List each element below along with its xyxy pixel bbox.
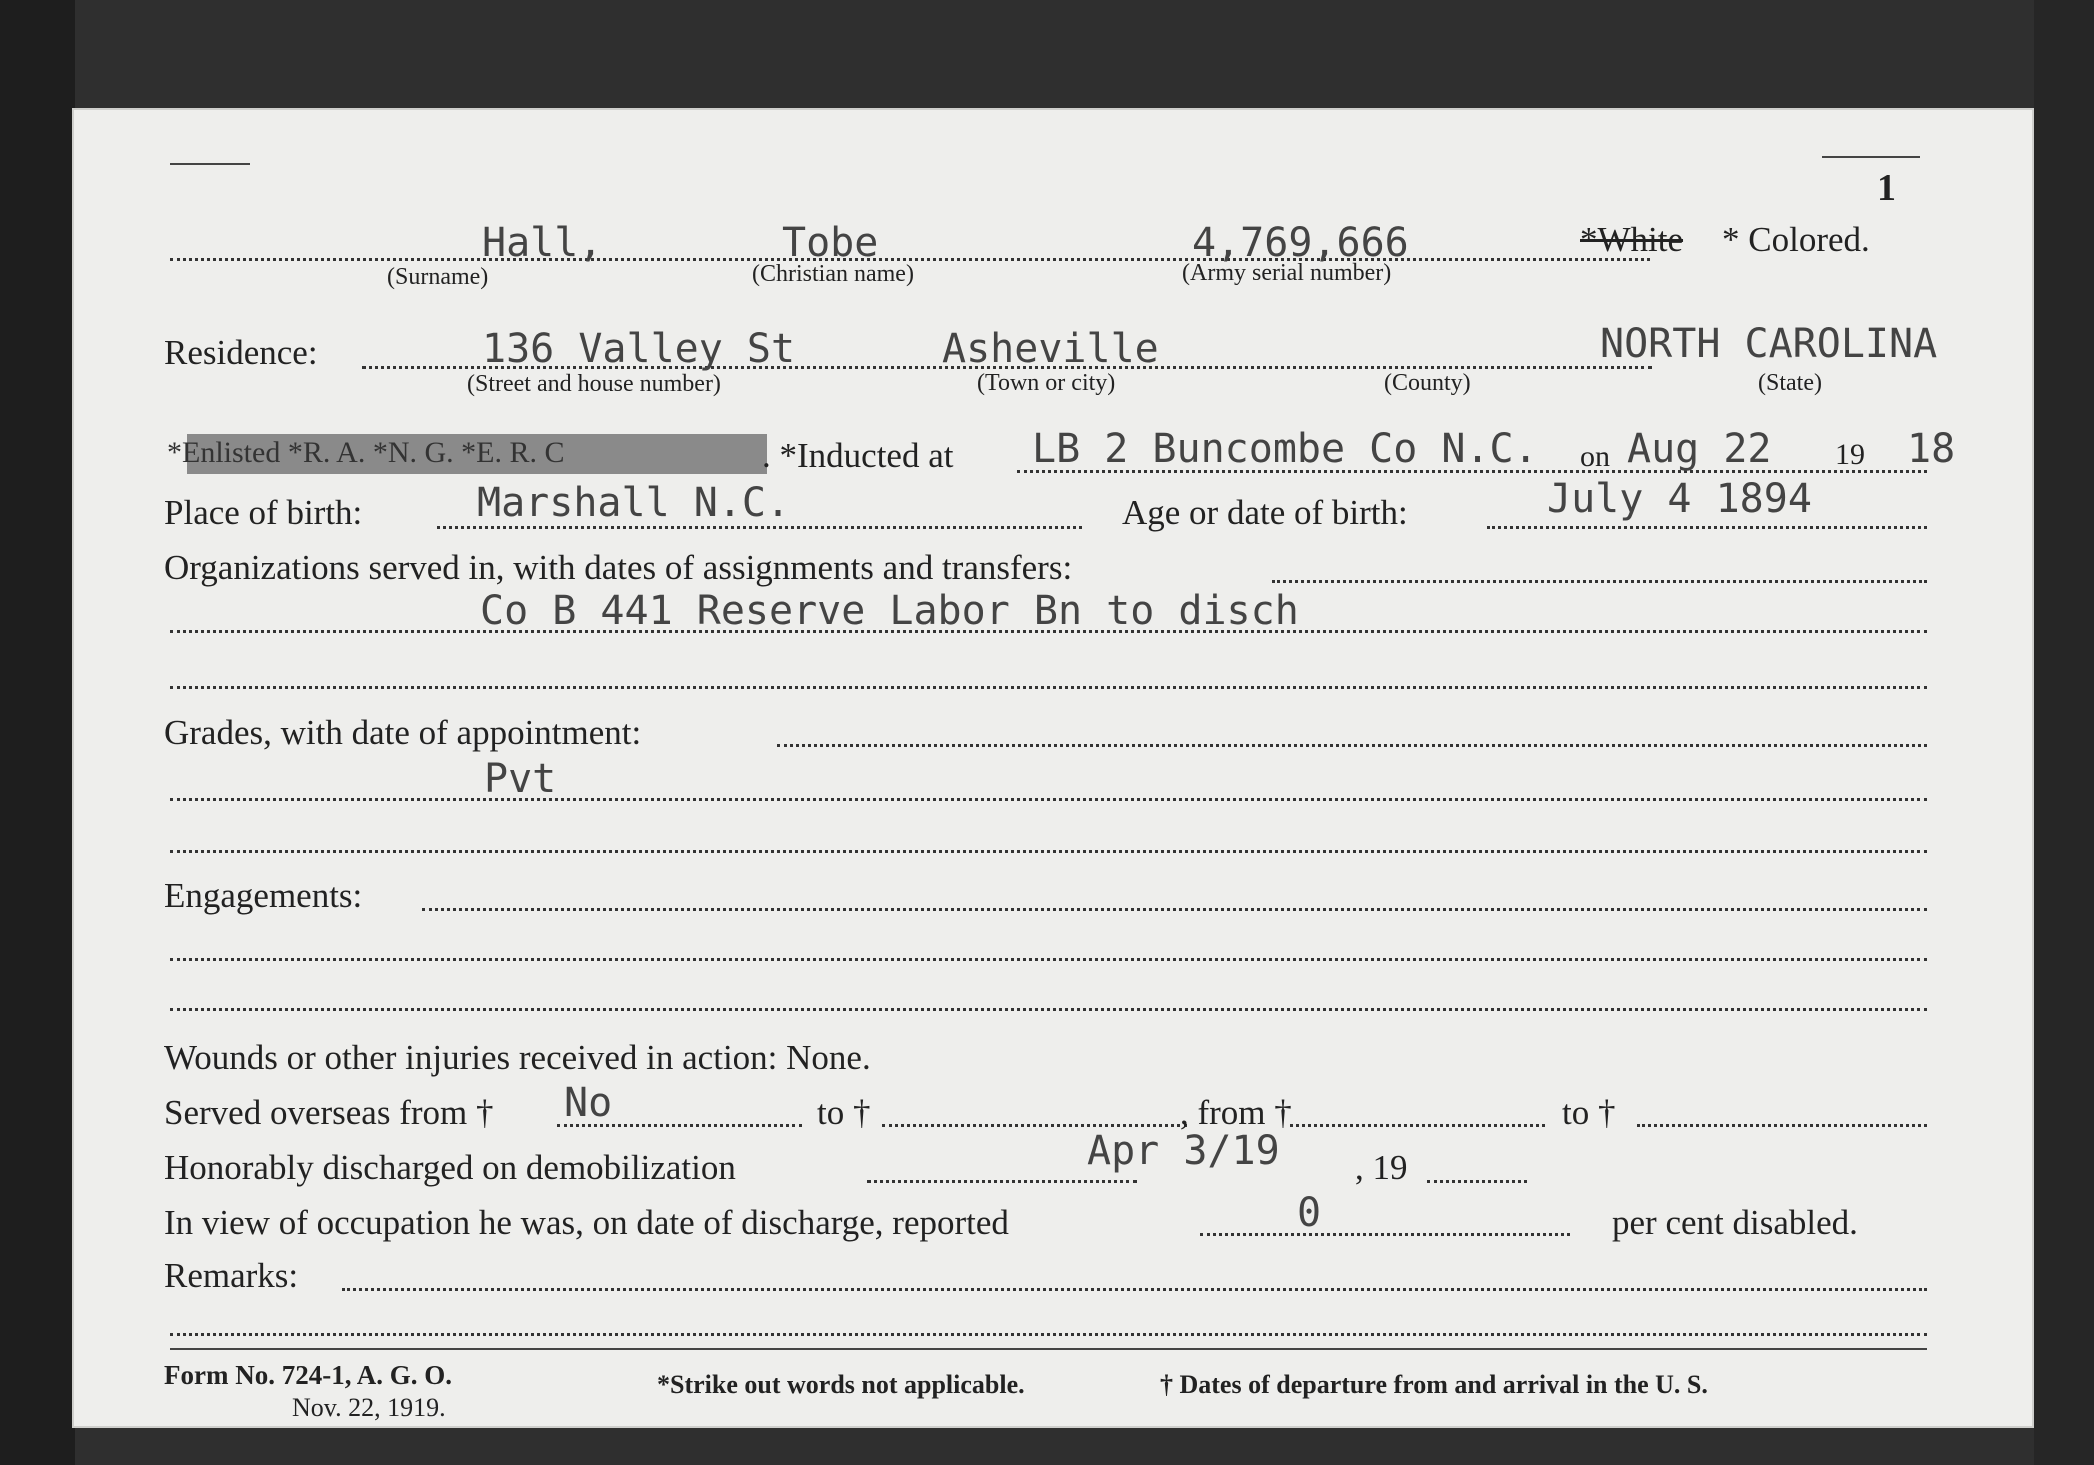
year-prefix: 19 [1835,438,1865,471]
scanner-edge-left [0,0,75,1465]
engagements-line-3 [170,1008,1927,1011]
grades-value: Pvt [484,756,557,802]
overseas-from2-line [1290,1124,1545,1127]
age-line [1487,526,1927,529]
residence-town-value: Asheville [942,326,1159,372]
remarks-label: Remarks: [164,1256,299,1295]
place-of-birth-line [437,526,1082,529]
grades-label: Grades, with date of appointment: [164,713,642,752]
disability-label: In view of occupation he was, on date of discharge, reported [164,1203,1009,1242]
remarks-line-2 [170,1333,1927,1336]
overseas-to-label: to † [817,1093,871,1132]
remarks-line-1 [342,1288,1927,1291]
date-of-birth-value: July 4 1894 [1547,476,1812,522]
residence-street-value: 136 Valley St [482,326,796,372]
state-caption: (State) [1758,370,1822,396]
town-caption: (Town or city) [977,370,1116,396]
race-colored-option: * Colored. [1722,220,1870,259]
organizations-value: Co B 441 Reserve Labor Bn to disch [480,588,1299,634]
inducted-date-value: Aug 22 [1627,426,1772,472]
discharge-label: Honorably discharged on demobilization [164,1148,736,1187]
scanner-edge-right [2034,0,2094,1465]
christian-name-value: Tobe [782,220,879,266]
overseas-to-line [882,1124,1187,1127]
christian-name-caption: (Christian name) [752,261,914,287]
engagements-line-1 [422,908,1927,911]
enlisted-options: *Enlisted *R. A. *N. G. *E. R. C [167,436,565,469]
organizations-line-3 [170,686,1927,689]
organizations-label: Organizations served in, with dates of assignments and transfers: [164,548,1073,587]
remarks-bottom-rule [170,1348,1927,1350]
disability-value: 0 [1297,1190,1322,1236]
surname-caption: (Surname) [387,264,489,290]
discharge-year-label: , 19 [1355,1148,1408,1187]
overseas-from-value: No [564,1080,613,1126]
card-number: 1 [1877,167,1896,209]
grades-line-1 [777,744,1927,747]
discharge-year-line [1427,1180,1527,1183]
dates-note: † Dates of departure from and arrival in the U. S. [1160,1370,1708,1399]
place-of-birth-value: Marshall N.C. [477,480,791,526]
form-number: Form No. 724-1, A. G. O. [164,1360,452,1390]
grades-line-2 [170,798,1927,801]
top-left-rule [170,163,250,165]
serial-number-caption: (Army serial number) [1182,260,1392,286]
disability-line [1200,1233,1570,1236]
discharge-date-value: Apr 3/19 [1087,1128,1280,1174]
inducted-year-value: 18 [1907,426,1956,472]
serial-number-value: 4,769,666 [1192,220,1409,266]
on-label: on [1580,440,1610,473]
organizations-line-1 [1272,580,1927,583]
wounds-text: Wounds or other injuries received in action: None. [164,1038,871,1077]
strike-note: *Strike out words not applicable. [657,1370,1025,1399]
age-label: Age or date of birth: [1122,493,1408,532]
surname-value: Hall, [482,220,603,266]
engagements-line-2 [170,958,1927,961]
county-caption: (County) [1384,370,1471,396]
disability-suffix: per cent disabled. [1612,1203,1858,1242]
street-caption: (Street and house number) [467,371,721,397]
overseas-from2-label: , from † [1180,1093,1292,1132]
residence-state-value: NORTH CAROLINA [1600,321,1938,367]
overseas-label: Served overseas from † [164,1093,494,1132]
top-right-rule [1822,156,1920,158]
inducted-label: . *Inducted at [762,436,954,475]
overseas-to2-label: to † [1562,1093,1616,1132]
race-white-option: *White [1580,220,1684,259]
form-date: Nov. 22, 1919. [292,1393,446,1422]
discharge-line [867,1180,1137,1183]
service-record-card [72,108,2034,1428]
grades-line-3 [170,850,1927,853]
engagements-label: Engagements: [164,876,363,915]
residence-label: Residence: [164,333,318,372]
place-of-birth-label: Place of birth: [164,493,363,532]
inducted-place-value: LB 2 Buncombe Co N.C. [1032,426,1538,472]
overseas-to2-line [1637,1124,1927,1127]
